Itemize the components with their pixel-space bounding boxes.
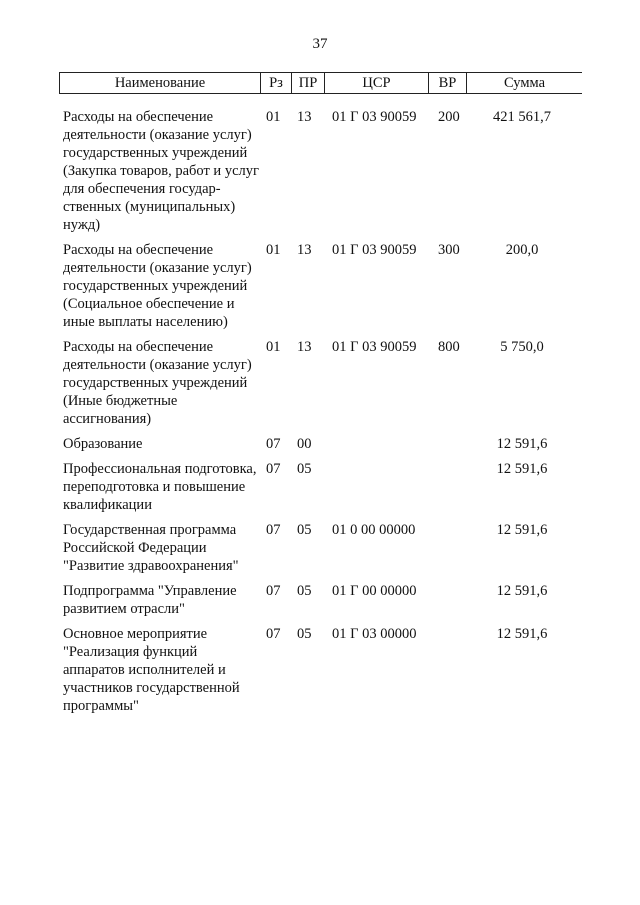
row-name: Расходы на обеспечение деятельности (оказание услуг) государственных учреждений (Иные бюджетные ассигнования) [63, 339, 252, 427]
table-body [0, 108, 640, 722]
row-pr: 13 [297, 242, 312, 258]
row-pr: 00 [297, 436, 312, 452]
row-csr: 01 Г 03 00000 [332, 626, 417, 642]
table-row [0, 582, 640, 618]
row-sum: 5 750,0 [500, 339, 544, 355]
row-rz: 07 [266, 583, 281, 599]
row-sum: 200,0 [505, 242, 539, 258]
row-csr: 01 0 00 00000 [332, 522, 416, 538]
column-header-vr: ВР [428, 73, 466, 93]
row-name: Подпрограмма "Управление развитием отрасли" [63, 583, 237, 617]
column-header-csr: ЦСР [324, 73, 428, 93]
row-pr: 13 [297, 109, 312, 125]
row-csr: 01 Г 03 90059 [332, 242, 417, 258]
row-pr: 05 [297, 626, 312, 642]
row-sum: 12 591,6 [496, 626, 548, 642]
row-rz: 01 [266, 339, 281, 355]
row-vr: 200 [438, 109, 460, 125]
table-row [0, 521, 640, 575]
column-header-pr: ПР [291, 73, 324, 93]
page-number: 37 [312, 36, 328, 52]
table-row [0, 338, 640, 428]
table-header [59, 72, 582, 94]
column-header-sum: Сумма [466, 73, 582, 93]
row-rz: 07 [266, 461, 281, 477]
row-name: Расходы на обеспечение деятельности (оказание услуг) государственных учреждений (Закупка товаров, работ и услуг для обеспечения государ-ственных (муниципальных) нужд) [63, 109, 259, 233]
row-name: Образование [63, 436, 143, 452]
row-vr: 800 [438, 339, 460, 355]
column-header-rz: Рз [260, 73, 291, 93]
row-name: Основное мероприятие "Реализация функций аппаратов исполнителей и участников государственной программы" [63, 626, 240, 714]
row-name: Профессиональная подготовка, переподготовка и повышение квалификации [63, 461, 257, 513]
row-rz: 07 [266, 436, 281, 452]
row-pr: 05 [297, 461, 312, 477]
row-sum: 421 561,7 [493, 109, 551, 125]
row-name: Расходы на обеспечение деятельности (оказание услуг) государственных учреждений (Социальное обеспечение и иные выплаты населению) [63, 242, 252, 330]
table-row [0, 241, 640, 331]
row-sum: 12 591,6 [496, 583, 548, 599]
row-csr: 01 Г 00 00000 [332, 583, 417, 599]
row-name: Государственная программа Российской Федерации "Развитие здравоохранения" [63, 522, 239, 574]
row-pr: 13 [297, 339, 312, 355]
row-rz: 01 [266, 242, 281, 258]
row-vr: 300 [438, 242, 460, 258]
row-csr: 01 Г 03 90059 [332, 339, 417, 355]
row-rz: 07 [266, 522, 281, 538]
row-pr: 05 [297, 522, 312, 538]
row-rz: 07 [266, 626, 281, 642]
row-sum: 12 591,6 [496, 461, 548, 477]
table-row [0, 108, 640, 234]
column-header-name: Наименование [59, 73, 260, 93]
row-sum: 12 591,6 [496, 436, 548, 452]
row-csr: 01 Г 03 90059 [332, 109, 417, 125]
table-row [0, 460, 640, 514]
table-row [0, 625, 640, 715]
row-pr: 05 [297, 583, 312, 599]
row-rz: 01 [266, 109, 281, 125]
row-sum: 12 591,6 [496, 522, 548, 538]
table-row [0, 435, 640, 453]
